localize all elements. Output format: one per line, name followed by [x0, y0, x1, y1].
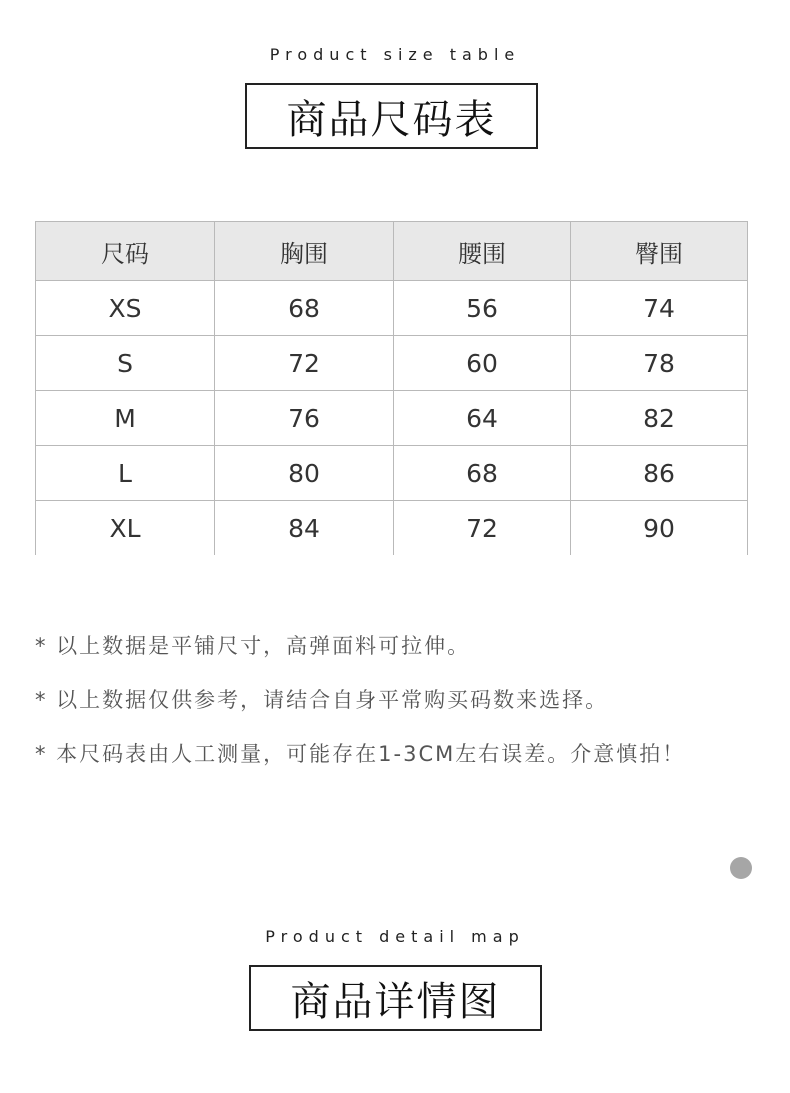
table-row	[36, 281, 748, 336]
detail-map-subtitle: Product detail map	[265, 927, 525, 946]
cell-hip: 86	[571, 446, 748, 501]
table-row	[36, 446, 748, 501]
cell-size: XL	[36, 501, 215, 556]
cell-bust: 68	[215, 281, 394, 336]
cell-hip: 90	[571, 501, 748, 556]
table-row	[36, 336, 748, 391]
cell-hip: 74	[571, 281, 748, 336]
cell-size: XS	[36, 281, 215, 336]
size-table-title: 商品尺码表	[245, 83, 538, 149]
size-table-subtitle: Product size table	[269, 45, 521, 64]
scroll-dot-indicator	[730, 857, 752, 879]
cell-waist: 68	[394, 446, 571, 501]
detail-map-title: 商品详情图	[249, 965, 542, 1031]
cell-bust: 84	[215, 501, 394, 556]
cell-size: L	[36, 446, 215, 501]
table-header-row	[36, 222, 748, 281]
cell-hip: 82	[571, 391, 748, 446]
cell-waist: 72	[394, 501, 571, 556]
cell-waist: 64	[394, 391, 571, 446]
header-waist: 腰围	[394, 222, 571, 281]
header-size: 尺码	[36, 222, 215, 281]
cell-bust: 80	[215, 446, 394, 501]
cell-waist: 60	[394, 336, 571, 391]
size-table	[35, 221, 748, 555]
cell-bust: 76	[215, 391, 394, 446]
note-measurement-error: * 本尺码表由人工测量，可能存在1-3CM左右误差。介意慎拍！	[35, 742, 686, 766]
cell-bust: 72	[215, 336, 394, 391]
cell-waist: 56	[394, 281, 571, 336]
size-notes	[35, 628, 775, 790]
note-reference-only: * 以上数据仅供参考，请结合自身平常购买码数来选择。	[35, 688, 609, 712]
table-row	[36, 501, 748, 556]
table-row	[36, 391, 748, 446]
cell-size: S	[36, 336, 215, 391]
cell-size: M	[36, 391, 215, 446]
header-bust: 胸围	[215, 222, 394, 281]
note-flat-measurement: * 以上数据是平铺尺寸，高弹面料可拉伸。	[35, 634, 471, 658]
header-hip: 臀围	[571, 222, 748, 281]
cell-hip: 78	[571, 336, 748, 391]
